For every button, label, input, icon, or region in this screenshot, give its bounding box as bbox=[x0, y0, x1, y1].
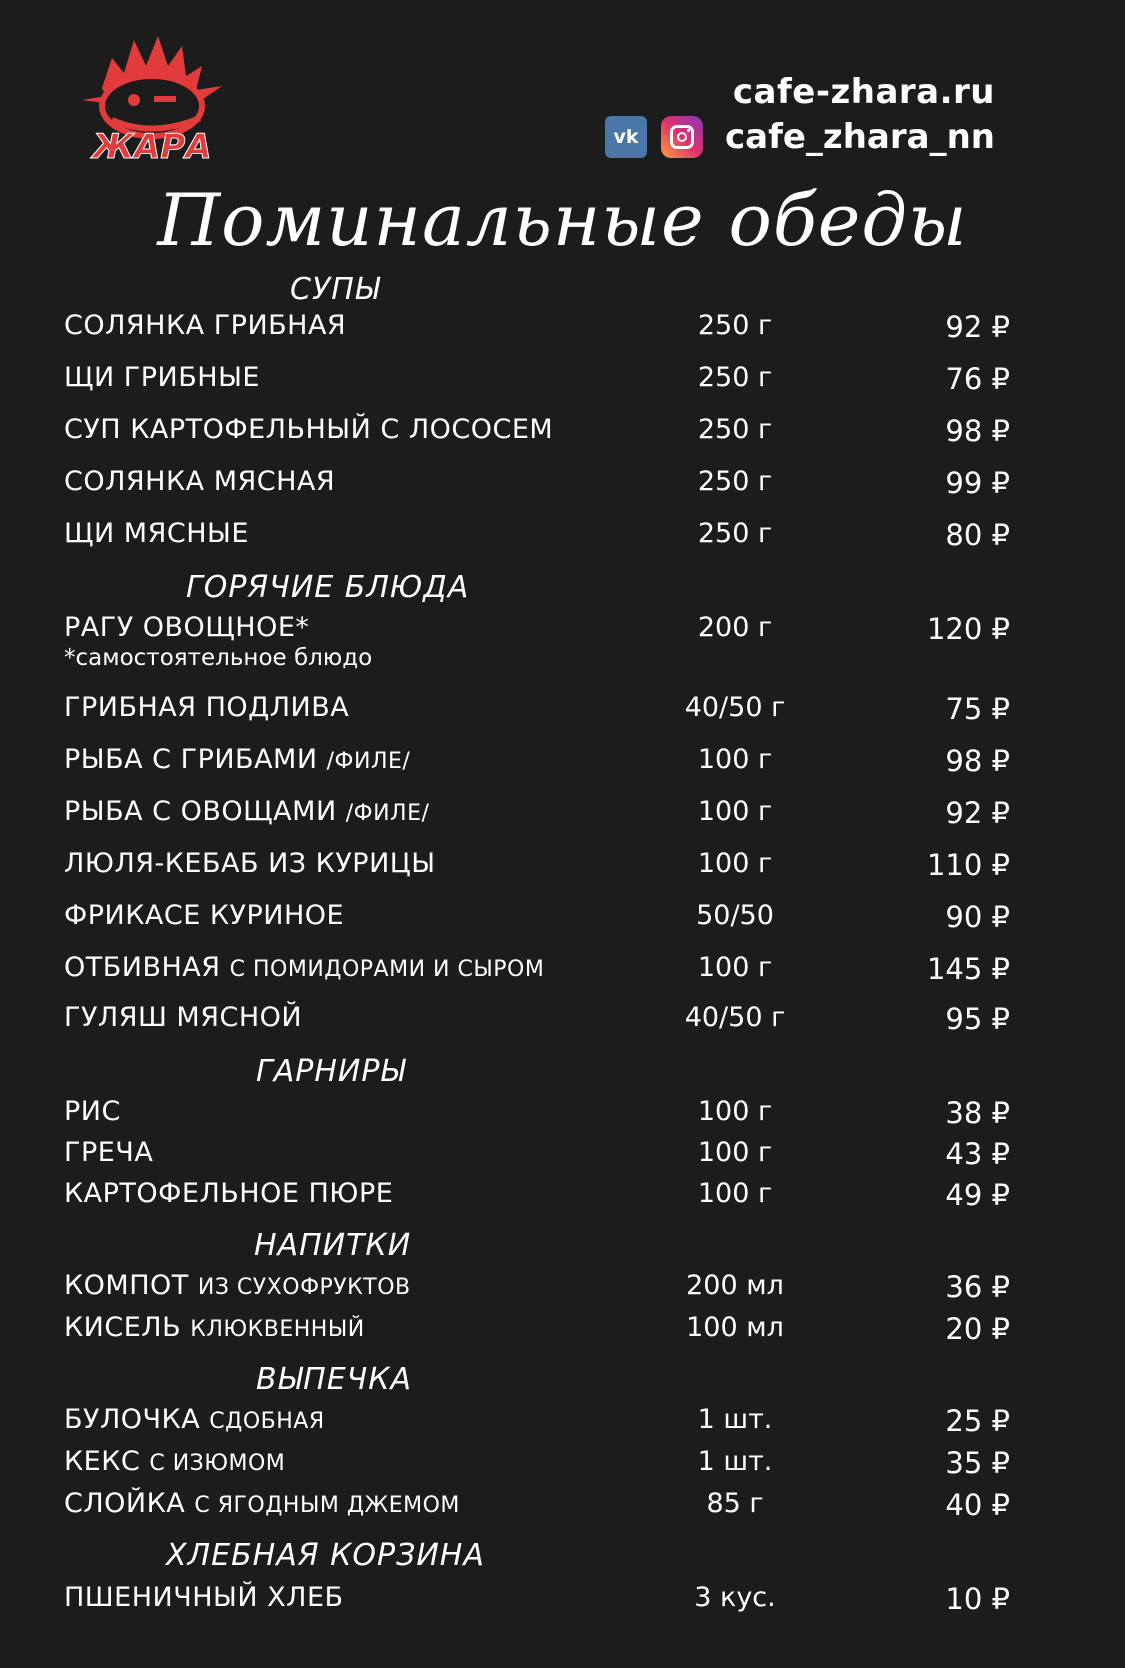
item-name: ЩИ МЯСНЫЕ bbox=[64, 518, 249, 549]
menu-item bbox=[0, 518, 1125, 558]
item-price: 38 ₽ bbox=[945, 1096, 1010, 1130]
section-title-bakery: ВЫПЕЧКА bbox=[256, 1362, 413, 1397]
item-weight: 100 г bbox=[697, 796, 773, 827]
menu-item bbox=[0, 310, 1125, 350]
item-weight: 85 г bbox=[706, 1488, 764, 1519]
item-price: 43 ₽ bbox=[945, 1137, 1010, 1171]
menu-item bbox=[0, 1270, 1125, 1310]
item-weight: 3 кус. bbox=[694, 1582, 776, 1613]
item-weight: 50/50 bbox=[696, 900, 774, 931]
item-weight: 1 шт. bbox=[697, 1404, 773, 1435]
menu-item bbox=[0, 796, 1125, 836]
item-price: 80 ₽ bbox=[945, 518, 1010, 552]
menu-item bbox=[0, 1002, 1125, 1042]
website-link[interactable]: cafe-zhara.ru bbox=[732, 72, 995, 112]
item-note: *самостоятельное блюдо bbox=[64, 645, 373, 671]
item-price: 110 ₽ bbox=[926, 848, 1010, 882]
item-weight: 100 г bbox=[697, 848, 773, 879]
item-price: 75 ₽ bbox=[945, 692, 1010, 726]
menu-item bbox=[0, 466, 1125, 506]
menu-item bbox=[0, 744, 1125, 784]
item-price: 35 ₽ bbox=[945, 1446, 1010, 1480]
item-price: 98 ₽ bbox=[945, 414, 1010, 448]
social-links bbox=[605, 116, 995, 158]
item-price: 40 ₽ bbox=[945, 1488, 1010, 1522]
item-price: 25 ₽ bbox=[945, 1404, 1010, 1438]
item-weight: 100 мл bbox=[686, 1312, 784, 1343]
item-sub: ИЗ СУХОФРУКТОВ bbox=[197, 1275, 411, 1300]
section-title-soups: СУПЫ bbox=[290, 272, 381, 307]
menu-item bbox=[0, 848, 1125, 888]
section-title-hot: ГОРЯЧИЕ БЛЮДА bbox=[186, 570, 470, 605]
item-name: РЫБА С ГРИБАМИ /ФИЛЕ/ bbox=[64, 744, 411, 775]
item-name: КИСЕЛЬ КЛЮКВЕННЫЙ bbox=[64, 1312, 365, 1343]
item-sub: /ФИЛЕ/ bbox=[326, 749, 411, 774]
menu-item bbox=[0, 1488, 1125, 1528]
item-weight: 100 г bbox=[697, 1178, 773, 1209]
item-weight: 250 г bbox=[697, 362, 773, 393]
menu-item bbox=[0, 952, 1125, 992]
menu-item bbox=[0, 1312, 1125, 1352]
instagram-icon[interactable] bbox=[661, 116, 703, 158]
item-name: СЛОЙКА С ЯГОДНЫМ ДЖЕМОМ bbox=[64, 1488, 460, 1519]
item-weight: 40/50 г bbox=[684, 692, 786, 723]
item-weight: 100 г bbox=[697, 744, 773, 775]
item-price: 10 ₽ bbox=[945, 1582, 1010, 1616]
item-sub: С ИЗЮМОМ bbox=[149, 1451, 286, 1476]
item-weight: 200 мл bbox=[686, 1270, 784, 1301]
menu-item bbox=[0, 1137, 1125, 1177]
item-price: 92 ₽ bbox=[945, 796, 1010, 830]
item-weight: 100 г bbox=[697, 952, 773, 983]
item-name: БУЛОЧКА СДОБНАЯ bbox=[64, 1404, 325, 1435]
item-name: СОЛЯНКА ГРИБНАЯ bbox=[64, 310, 347, 341]
menu-item bbox=[0, 1404, 1125, 1444]
item-name: ГРИБНАЯ ПОДЛИВА bbox=[64, 692, 350, 723]
item-weight: 1 шт. bbox=[697, 1446, 773, 1477]
item-price: 92 ₽ bbox=[945, 310, 1010, 344]
item-name: РЫБА С ОВОЩАМИ /ФИЛЕ/ bbox=[64, 796, 430, 827]
logo-text: ЖАРА bbox=[92, 127, 212, 167]
section-title-drinks: НАПИТКИ bbox=[254, 1228, 412, 1263]
item-name: ГРЕЧА bbox=[64, 1137, 154, 1168]
item-weight: 250 г bbox=[697, 518, 773, 549]
item-weight: 250 г bbox=[697, 466, 773, 497]
item-name: КЕКС С ИЗЮМОМ bbox=[64, 1446, 286, 1477]
item-price: 20 ₽ bbox=[945, 1312, 1010, 1346]
item-price: 99 ₽ bbox=[945, 466, 1010, 500]
vk-icon[interactable]: vk bbox=[605, 116, 647, 158]
item-weight: 100 г bbox=[697, 1096, 773, 1127]
menu-item bbox=[0, 900, 1125, 940]
item-price: 49 ₽ bbox=[945, 1178, 1010, 1212]
menu-item bbox=[0, 362, 1125, 402]
item-sub: /ФИЛЕ/ bbox=[345, 801, 430, 826]
item-weight: 40/50 г bbox=[684, 1002, 786, 1033]
item-sub: С ЯГОДНЫМ ДЖЕМОМ bbox=[194, 1493, 460, 1518]
item-weight: 100 г bbox=[697, 1137, 773, 1168]
item-price: 36 ₽ bbox=[945, 1270, 1010, 1304]
item-price: 95 ₽ bbox=[945, 1002, 1010, 1036]
menu-item bbox=[0, 692, 1125, 732]
menu-item bbox=[0, 414, 1125, 454]
section-title-garnish: ГАРНИРЫ bbox=[256, 1054, 406, 1089]
menu-item bbox=[0, 1446, 1125, 1486]
item-name: СОЛЯНКА МЯСНАЯ bbox=[64, 466, 336, 497]
item-price: 120 ₽ bbox=[926, 612, 1010, 646]
menu-item bbox=[0, 1582, 1125, 1622]
instagram-handle[interactable]: cafe_zhara_nn bbox=[724, 117, 995, 157]
item-sub: КЛЮКВЕННЫЙ bbox=[190, 1317, 365, 1342]
item-name: ОТБИВНАЯ С ПОМИДОРАМИ И СЫРОМ bbox=[64, 952, 545, 983]
item-name: СУП КАРТОФЕЛЬНЫЙ С ЛОСОСЕМ bbox=[64, 414, 554, 445]
item-sub: С ПОМИДОРАМИ И СЫРОМ bbox=[229, 957, 545, 982]
item-name: ПШЕНИЧНЫЙ ХЛЕБ bbox=[64, 1582, 344, 1613]
item-name: РАГУ ОВОЩНОЕ* bbox=[64, 612, 310, 643]
cafe-logo bbox=[72, 28, 232, 168]
item-name: ФРИКАСЕ КУРИНОЕ bbox=[64, 900, 345, 931]
item-weight: 200 г bbox=[697, 612, 773, 643]
item-price: 98 ₽ bbox=[945, 744, 1010, 778]
menu-item bbox=[0, 1178, 1125, 1218]
item-weight: 250 г bbox=[697, 414, 773, 445]
item-name: ГУЛЯШ МЯСНОЙ bbox=[64, 1002, 303, 1033]
item-sub: СДОБНАЯ bbox=[209, 1409, 325, 1434]
item-name: ЛЮЛЯ-КЕБАБ ИЗ КУРИЦЫ bbox=[64, 848, 436, 879]
item-price: 145 ₽ bbox=[926, 952, 1010, 986]
item-name: КАРТОФЕЛЬНОЕ ПЮРЕ bbox=[64, 1178, 394, 1209]
item-name: РИС bbox=[64, 1096, 121, 1127]
menu-item bbox=[0, 1096, 1125, 1136]
item-price: 76 ₽ bbox=[945, 362, 1010, 396]
item-price: 90 ₽ bbox=[945, 900, 1010, 934]
item-weight: 250 г bbox=[697, 310, 773, 341]
item-name: КОМПОТ ИЗ СУХОФРУКТОВ bbox=[64, 1270, 411, 1301]
page-title: Поминальные обеды bbox=[157, 178, 968, 262]
item-name: ЩИ ГРИБНЫЕ bbox=[64, 362, 260, 393]
section-title-bread: ХЛЕБНАЯ КОРЗИНА bbox=[166, 1538, 485, 1573]
